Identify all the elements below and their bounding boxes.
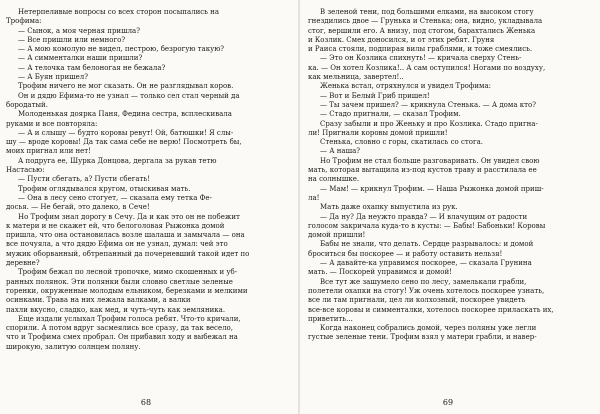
- left-page-number: 68: [140, 398, 152, 407]
- text-line: Молоденькая доярка Паня, Федина сестра, всплескивала: [18, 110, 232, 119]
- text-line: — Мам! — крикнул Трофим. — Наша Рыжонка домой приш-: [320, 184, 544, 193]
- text-line: Еще издали услыхал Трофим голоса ребят. Что-то кричали,: [18, 314, 241, 323]
- text-line: все почуяла, а что дядю Ефима он не узнал, думал: чей это: [6, 240, 228, 249]
- text-line: бородатый.: [6, 100, 48, 109]
- text-line: широкую, залитую солнцем поляну.: [6, 342, 141, 351]
- text-line: все ли там пригнали, цел ли колхозный, поскорее увидеть: [308, 296, 526, 305]
- text-line: все-все коровы и симменталки, хотелось поскорее приласкать их,: [308, 305, 554, 314]
- text-line: стог, вершили его. А внизу, под стогом, барахтались Женька: [308, 26, 536, 35]
- text-line: — А давайте-ка управимся поскорее, — сказала Грунина: [320, 259, 532, 268]
- text-line: осинками. Трава на них лежала валками, а валки: [6, 296, 191, 305]
- text-line: Трофим бежал по лесной тропочке, мимо скошенных и уб-: [18, 268, 238, 277]
- text-line: — Сынок, а моя черная пришла?: [18, 26, 140, 35]
- text-line: полетели охапки на стогу! Уж очень хотелось поскорее узнать,: [308, 286, 545, 295]
- text-line: — А и слышу — будто коровы ревут! Ой, батюшки! Я слы-: [18, 128, 234, 137]
- text-line: — Все пришли или немного?: [18, 35, 126, 44]
- text-line: — А Буян пришел?: [18, 73, 88, 82]
- text-line: к матери и не скажет ей, что белоголовая Рыжонка домой: [6, 221, 225, 230]
- text-line: Настасью:: [6, 166, 45, 175]
- text-line: горенки, окруженные молодым ельником, березками и мелкими: [6, 286, 248, 295]
- text-line: — Ты зачем пришел? — крикнула Стенька. — А дома кто?: [320, 100, 536, 109]
- text-line: ранных полянок. Эти полянки были словно светлые зеленые: [6, 277, 233, 286]
- text-line: Мать даже охапку выпустила из рук.: [320, 203, 458, 212]
- text-line: — Это он Козлика спихнуть! — кричала сверху Стень-: [320, 54, 522, 63]
- text-line: как мельница, завертел!..: [308, 73, 404, 82]
- text-line: В зеленой тени, под большими елками, на высоком стогу: [320, 8, 534, 16]
- text-line: спорили. А потом вдруг засмеялись все сразу, да так весело,: [6, 324, 233, 333]
- text-line: домой пришли!: [308, 231, 366, 240]
- text-line: приветить...: [308, 314, 353, 323]
- text-line: мать. — Поскорей управимся и домой!: [308, 268, 452, 277]
- text-line: голосом закричала куда-то в кусты: — Бабы! Бабоньки! Коровы: [308, 221, 546, 230]
- text-line: мать, которая вытащила из-под кустов траву и расстилала ее: [308, 166, 537, 175]
- text-line: — А симменталки наши пришли?: [18, 54, 143, 63]
- text-line: ла!: [308, 193, 320, 202]
- text-line: и Козлик. Смех доносился, и от этих ребят. Груня: [308, 35, 495, 44]
- text-line: Женька встал, отряхнулся и увидел Трофима:: [320, 82, 492, 91]
- text-line: деревне?: [6, 259, 40, 268]
- text-line: Но Трофим не стал больше разговаривать. Он увидел свою: [320, 156, 540, 165]
- text-line: ли! Пригнали коровы домой пришли!: [308, 128, 448, 137]
- text-line: досья. — Не бегай, это далеко, в Сече!: [6, 203, 150, 212]
- text-line: Стенька, словно с горы, скатилась со стога.: [320, 138, 484, 147]
- text-line: — Она в лесу сено стогует, — сказала ему тетка Фе-: [18, 193, 212, 202]
- text-line: и Раиса стояли, подпирая вилы граблями, и тоже смеялись.: [308, 45, 533, 54]
- text-line: броситься бы поскорее — и работу оставить нельзя!: [308, 249, 503, 258]
- text-line: Он и дядю Ефима-то не узнал — только сел стал черный да: [18, 91, 240, 100]
- text-line: А подруга ее, Шурка Донцова, дергала за рукав тетю: [18, 156, 217, 165]
- text-line: Но Трофим знал дорогу в Сечу. Да и как это он не побежит: [18, 212, 240, 221]
- text-line: — А телочка там белоногая не бежала?: [18, 63, 166, 72]
- text-line: — А наша?: [320, 147, 361, 156]
- text-line: густые зеленые тени. Трофим взял у матери грабли, и навер-: [308, 333, 537, 342]
- text-line: — Пусти сбегать, а? Пусти сбегать!: [18, 175, 151, 184]
- text-line: — Стадо пригнали, — сказал Трофим.: [320, 110, 461, 119]
- text-line: шу — вроде коровы! Да так сама себе не верю! Посмотреть бы,: [6, 138, 242, 147]
- text-line: Когда наконец собрались домой, через поляны уже легли: [320, 324, 537, 333]
- left-page: [6, 8, 290, 394]
- text-line: моих пригнал или нет!: [6, 147, 91, 156]
- text-line: — А мою комолую не видел, пестрою, безрогую такую?: [18, 45, 225, 54]
- text-line: мужик оборванный, обтрепанный да почерневший такой идет по: [6, 249, 250, 258]
- text-line: Трофим ничего не мог сказать. Он не разглядывал коров.: [18, 82, 234, 91]
- text-line: на солнышке.: [308, 175, 360, 184]
- text-line: Бабы не знали, что делать. Сердце разрывалось: и домой: [320, 240, 534, 249]
- text-line: Нетерпеливые вопросы со всех сторон посыпались на: [18, 8, 220, 16]
- text-line: Трофим оглядывался кругом, отыскивая мать.: [18, 184, 191, 193]
- text-line: Все тут же зашумело сено по лесу, замелькали грабли,: [320, 277, 527, 286]
- right-page: [308, 8, 592, 394]
- text-line: пришла, что она остановилась возле шалаша и замычала — она: [6, 231, 245, 240]
- text-line: Трофима:: [6, 17, 42, 26]
- text-line: Сразу забыли и про Женьку и про Козлика. Стадо пригна-: [320, 119, 538, 128]
- text-line: — Вот и Белый Гриб пришел!: [320, 91, 430, 100]
- text-line: — Да ну? Да неужто правда? — И влачущим от радости: [320, 212, 528, 221]
- text-line: ка. — Он хотел Козлика!.. А сам оступился! Ногами по воздуху,: [308, 63, 546, 72]
- book-gutter: [298, 0, 300, 414]
- text-line: руками и все повторяла:: [6, 119, 98, 128]
- text-line: что и Трофима смех пробрал. Он прибавил ходу и выбежал на: [6, 333, 238, 342]
- text-line: гнездились двое — Грунька и Стенька; она, видно, укладывала: [308, 17, 543, 26]
- text-line: пахли вкусно, сладко, как мед, и чуть-чуть как земляника.: [6, 305, 226, 314]
- right-page-number: 69: [442, 398, 454, 407]
